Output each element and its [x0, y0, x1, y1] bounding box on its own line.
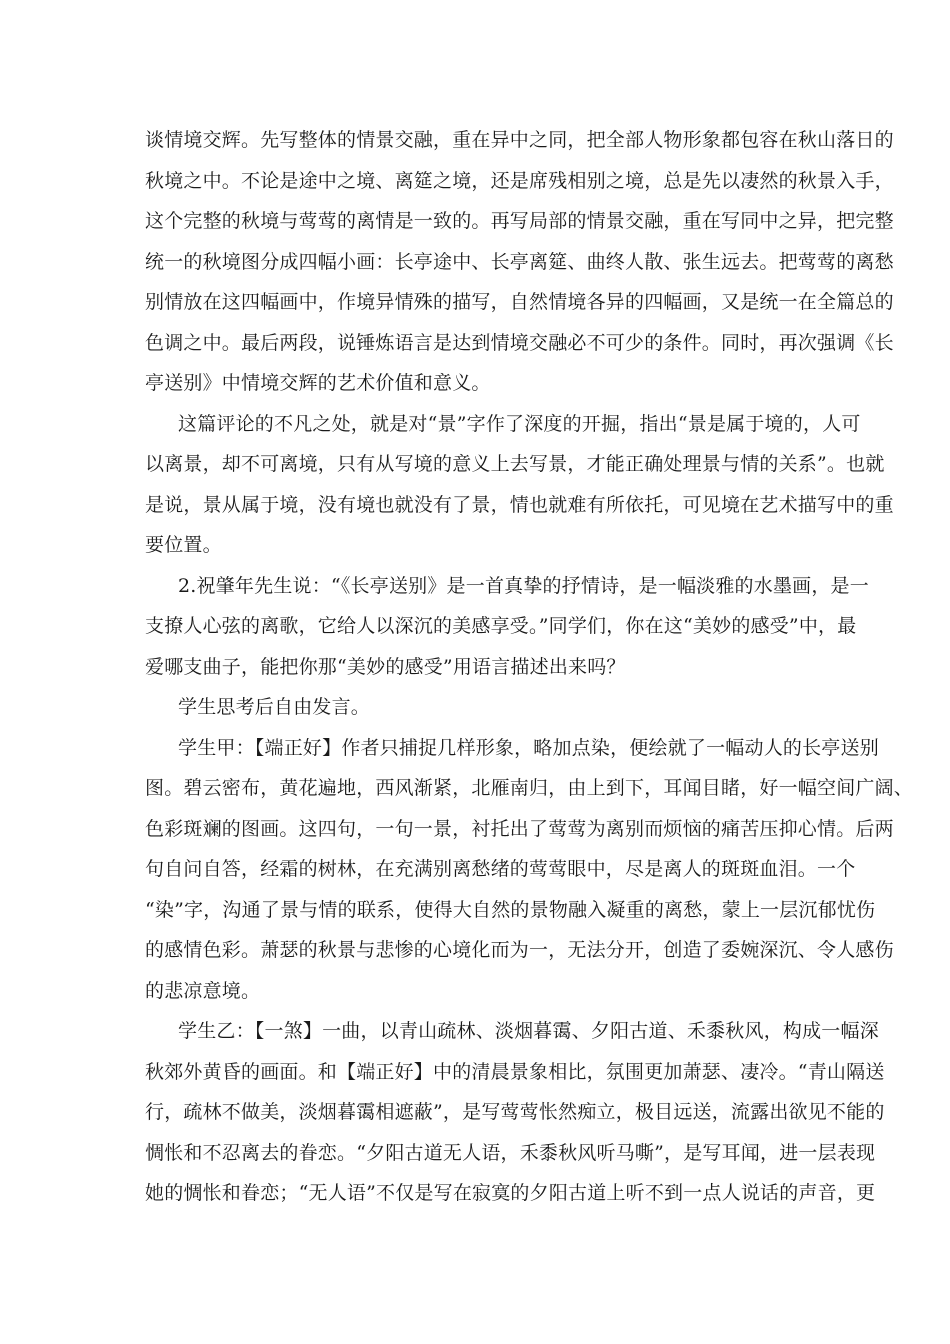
- paragraph-line: “染”字，沟通了景与情的联系，使得大自然的景物融入凝重的离愁，蒙上一层沉郁忧伤: [145, 898, 876, 921]
- paragraph-line: 色彩斑斓的图画。这四句，一句一景，衬托出了莺莺为离别而烦恼的痛苦压抑心情。后两: [145, 817, 894, 840]
- paragraph-line: 秋郊外黄昏的画面。和【端正好】中的清晨景象相比，氛围更加萧瑟、凄冷。“青山隔送: [145, 1060, 885, 1083]
- paragraph-line: 别情放在这四幅画中，作境异情殊的描写，自然情境各异的四幅画，又是统一在全篇总的: [145, 291, 894, 313]
- paragraph-line: 爱哪支曲子，能把你那“美妙的感受”用语言描述出来吗？: [145, 655, 626, 678]
- paragraph-line: 亭送别》中情境交辉的艺术价值和意义。: [145, 372, 491, 394]
- paragraph-line: 谈情境交辉。先写整体的情景交融，重在异中之同，把全部人物形象都包容在秋山落日的: [145, 129, 894, 151]
- paragraph-line: 色调之中。最后两段，说锤炼语言是达到情境交融必不可少的条件。同时，再次强调《长: [145, 331, 894, 354]
- paragraph-line: 要位置。: [145, 534, 222, 556]
- paragraph-line: 统一的秋境图分成四幅小画：长亭途中、长亭离筵、曲终人散、张生远去。把莺莺的离愁: [145, 250, 894, 273]
- paragraph-first-line: 学生乙：【一煞】一曲，以青山疏林、淡烟暮霭、夕阳古道、禾黍秋风，构成一幅深: [178, 1020, 879, 1042]
- paragraph-line: 的感情色彩。萧瑟的秋景与悲惨的心境化而为一，无法分开，创造了委婉深沉、令人感伤: [145, 939, 894, 961]
- paragraph-line: 行，疏林不做美，淡烟暮霭相遮蔽”，是写莺莺怅然痴立，极目远送，流露出欲见不能的: [145, 1101, 885, 1123]
- paragraph-line: 惆怅和不忍离去的眷恋。“夕阳古道无人语，禾黍秋风听马嘶”，是写耳闻，进一层表现: [145, 1141, 876, 1164]
- paragraph-line: 图。碧云密布，黄花遍地，西风渐紧，北雁南归，由上到下，耳闻目睹，好一幅空间广阔、: [145, 777, 914, 799]
- paragraph-first-line: 学生思考后自由发言。: [178, 696, 371, 718]
- paragraph-line: 支撩人心弦的离歌，它给人以深沉的美感享受。”同学们，你在这“美妙的感受”中，最: [145, 615, 857, 637]
- paragraph-first-line: 这篇评论的不凡之处，就是对“景”字作了深度的开掘，指出“景是属于境的，人可: [178, 412, 861, 435]
- paragraph-line: 这个完整的秋境与莺莺的离情是一致的。再写局部的情景交融，重在写同中之异，把完整: [145, 210, 894, 232]
- paragraph-line: 她的惆怅和眷恋；“无人语”不仅是写在寂寞的夕阳古道上听不到一点人说话的声音，更: [145, 1182, 876, 1204]
- paragraph-line: 以离景，却不可离境，只有从写境的意义上去写景，才能正确处理景与情的关系”。也就: [145, 453, 885, 475]
- paragraph-line: 句自问自答，经霜的树林，在充满别离愁绪的莺莺眼中，尽是离人的斑斑血泪。一个: [145, 858, 856, 880]
- document-page: [145, 120, 914, 1214]
- paragraph-line: 秋境之中。不论是途中之境、离筵之境，还是席残相别之境，总是先以凄然的秋景入手，: [145, 169, 894, 192]
- paragraph-line: 是说，景从属于境，没有境也就没有了景，情也就难有所依托，可见境在艺术描写中的重: [145, 493, 894, 516]
- paragraph-first-line: 学生甲：【端正好】作者只捕捉几样形象，略加点染，便绘就了一幅动人的长亭送别: [178, 736, 879, 759]
- paragraph-line: 的悲凉意境。: [145, 979, 261, 1002]
- paragraph-first-line: 2.祝肇年先生说：“《长亭送别》是一首真挚的抒情诗，是一幅淡雅的水墨画，是一: [178, 574, 869, 597]
